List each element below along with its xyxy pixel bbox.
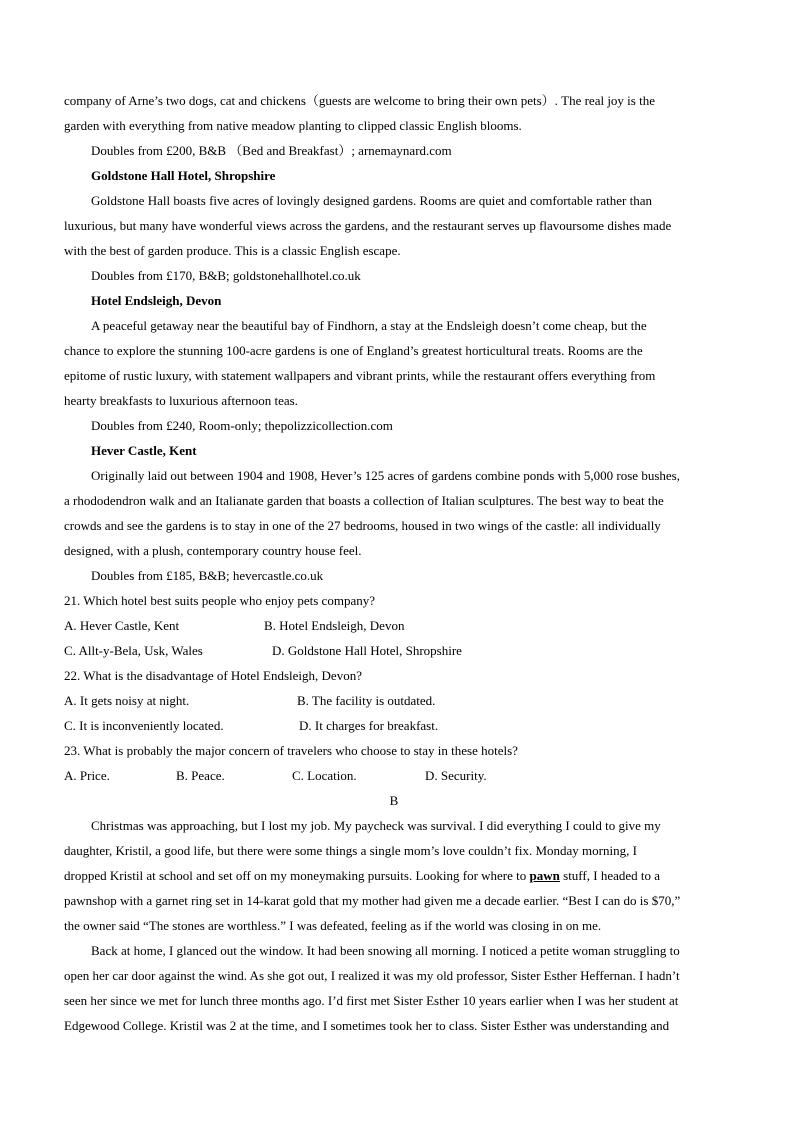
hever-line-3: crowds and see the gardens is to stay in one of the 27 bedrooms, housed in two wings of the castle: all individually: [64, 518, 661, 533]
section-b-heading: B: [389, 793, 399, 808]
q23-options-row: [64, 763, 724, 788]
passage-b-p1-line-3: [64, 863, 724, 888]
q22-option-c: C. It is inconveniently located.: [64, 718, 224, 733]
hever-line-1: Originally laid out between 1904 and 1908, Hever’s 125 acres of gardens combine ponds with 5,000 rose bushes,: [91, 468, 680, 483]
q21-option-b: B. Hotel Endsleigh, Devon: [264, 618, 405, 633]
q23-option-b: B. Peace.: [176, 768, 225, 783]
q21-option-a: A. Hever Castle, Kent: [64, 618, 180, 633]
q22-options-row-2: [64, 713, 724, 738]
endsleigh-line-1: A peaceful getaway near the beautiful bay of Findhorn, a stay at the Endsleigh doesn’t come cheap, but the: [91, 318, 647, 333]
question-23: 23. What is probably the major concern of travelers who choose to stay in these hotels?: [64, 743, 518, 758]
hever-line-2: a rhododendron walk and an Italianate garden that boasts a collection of Italian sculptures. The best way to beat the: [64, 493, 664, 508]
q22-options-row-1: [64, 688, 724, 713]
pawn-keyword: pawn: [529, 868, 560, 883]
q22-option-b: B. The facility is outdated.: [297, 693, 436, 708]
arne-price: Doubles from £200, B&B （Bed and Breakfast）; arnemaynard.com: [91, 143, 452, 158]
goldstone-price: Doubles from £170, B&B; goldstonehallhotel.co.uk: [91, 268, 361, 283]
goldstone-line-3: with the best of garden produce. This is a classic English escape.: [64, 243, 401, 258]
endsleigh-line-2: chance to explore the stunning 100-acre gardens is one of England’s greatest horticultural treats. Rooms are the: [64, 343, 643, 358]
passage-b-p1-line-2: daughter, Kristil, a good life, but there were some things a single mom’s love couldn’t fix. Monday morning, I: [64, 843, 637, 858]
question-21: 21. Which hotel best suits people who enjoy pets company?: [64, 593, 375, 608]
q23-option-a: A. Price.: [64, 768, 110, 783]
passage-b-p1-line-5: the owner said “The stones are worthless.” I was defeated, feeling as if the world was closing in on me.: [64, 918, 602, 933]
passage-b-p1-line-1: Christmas was approaching, but I lost my job. My paycheck was survival. I did everything I could to give my: [91, 818, 661, 833]
q22-option-d: D. It charges for breakfast.: [299, 718, 439, 733]
endsleigh-line-3: epitome of rustic luxury, with statement wallpapers and vibrant prints, while the restaurant offers everything from: [64, 368, 656, 383]
document-page: [64, 88, 724, 1038]
passage-b-p2-line-2: open her car door against the wind. As she got out, I realized it was my old professor, Sister Esther Heffernan. I hadn’t: [64, 968, 680, 983]
arne-text-line-2: garden with everything from native meadow planting to clipped classic English blooms.: [64, 118, 522, 133]
hever-line-4: designed, with a plush, contemporary country house feel.: [64, 543, 362, 558]
goldstone-line-2: luxurious, but many have wonderful views across the gardens, and the restaurant serves up flavoursome dishes made: [64, 218, 672, 233]
q21-options-row-1: [64, 613, 724, 638]
p1-line-3-start: dropped Kristil at school and set off on my moneymaking pursuits. Looking for where to: [64, 868, 530, 883]
q21-option-d: D. Goldstone Hall Hotel, Shropshire: [272, 643, 462, 658]
q21-options-row-2: [64, 638, 724, 663]
hever-title: Hever Castle, Kent: [91, 443, 197, 458]
passage-b-p2-line-1: Back at home, I glanced out the window. It had been snowing all morning. I noticed a petite woman struggling to: [91, 943, 680, 958]
passage-b-p2-line-4: Edgewood College. Kristil was 2 at the time, and I sometimes took her to class. Sister Esther was understanding and: [64, 1018, 670, 1033]
p1-line-3-end: stuff, I headed to a: [559, 868, 661, 883]
endsleigh-price: Doubles from £240, Room-only; thepolizzicollection.com: [91, 418, 393, 433]
q23-option-d: D. Security.: [425, 768, 487, 783]
q22-option-a: A. It gets noisy at night.: [64, 693, 190, 708]
endsleigh-title: Hotel Endsleigh, Devon: [91, 293, 222, 308]
question-22: 22. What is the disadvantage of Hotel Endsleigh, Devon?: [64, 668, 362, 683]
passage-b-p1-line-4: pawnshop with a garnet ring set in 14-karat gold that my mother had given me a decade earlier. “Best I can do is $70,”: [64, 893, 681, 908]
goldstone-title: Goldstone Hall Hotel, Shropshire: [91, 168, 276, 183]
passage-b-p2-line-3: seen her since we met for lunch three months ago. I’d first met Sister Esther 10 years earlier when I was her student at: [64, 993, 679, 1008]
arne-text-line-1: company of Arne’s two dogs, cat and chickens（guests are welcome to bring their own pets）. The real joy is the: [64, 93, 655, 108]
q21-option-c: C. Allt-y-Bela, Usk, Wales: [64, 643, 203, 658]
q23-option-c: C. Location.: [292, 768, 357, 783]
goldstone-line-1: Goldstone Hall boasts five acres of lovingly designed gardens. Rooms are quiet and comfortable rather than: [91, 193, 653, 208]
endsleigh-line-4: hearty breakfasts to luxurious afternoon teas.: [64, 393, 298, 408]
hever-price: Doubles from £185, B&B; hevercastle.co.uk: [91, 568, 324, 583]
